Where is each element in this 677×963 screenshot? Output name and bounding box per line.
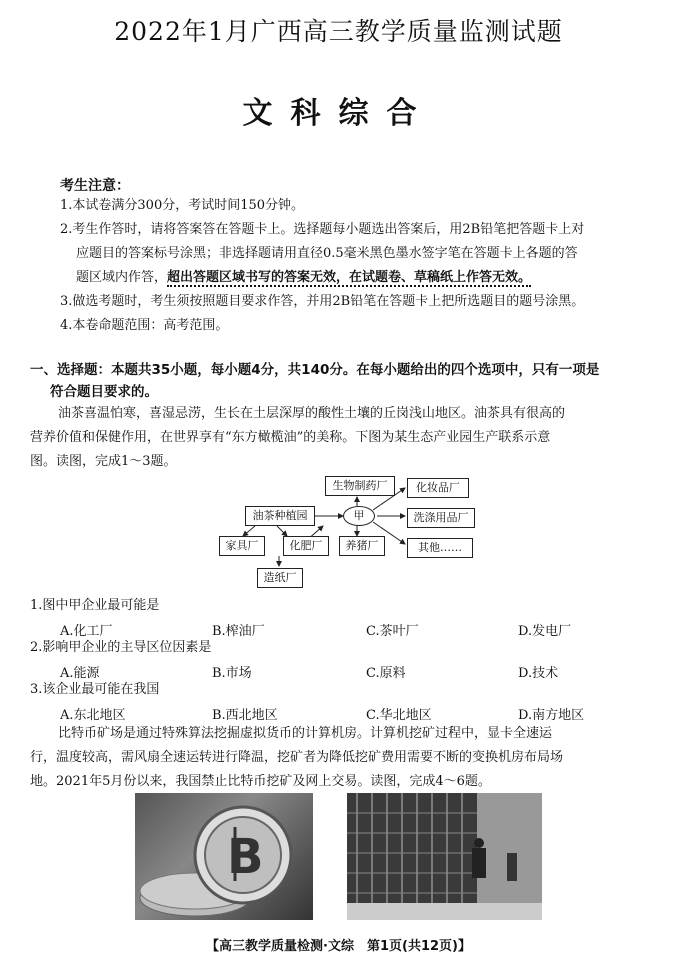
intro-line-3: 图。读图，完成1～3题。 — [30, 454, 177, 469]
notice-item-2-line-3 — [76, 266, 531, 290]
question-2-option-d: D.技术 — [518, 666, 559, 681]
passage-2-line-3: 地。2021年5月份以来，我国禁止比特币挖矿及网上交易。读图，完成4～6题。 — [30, 774, 491, 789]
passage-2-line-1: 比特币矿场是通过特殊算法挖掘虚拟货币的计算机房。计算机挖矿过程中，显卡全速运 — [58, 726, 553, 741]
question-3-option-a: A.东北地区 — [60, 708, 126, 723]
notice-item-3: 3.做选考题时，考生须按照题目要求作答，并用2B铅笔在答题卡上把所选题目的题号涂黑。 — [60, 294, 585, 309]
question-1-option-a: A.化工厂 — [60, 624, 113, 639]
box-other: 其他…… — [407, 538, 473, 558]
intro-line-2: 营养价值和保健作用，在世界享有“东方橄榄油”的美称。下图为某生态产业园生产联系示意 — [30, 430, 551, 445]
question-3-option-c: C.华北地区 — [366, 708, 432, 723]
mining-farm-photo — [347, 793, 542, 920]
notice-item-2-line-3-plain: 题区域内作答， — [76, 270, 168, 285]
section-heading-line-1: 一、选择题：本题共35小题，每小题4分，共140分。在每小题给出的四个选项中，只有一项是 — [30, 362, 600, 378]
notice-item-1: 1.本试卷满分300分，考试时间150分钟。 — [60, 198, 305, 213]
question-3-stem: 3.该企业最可能在我国 — [30, 682, 160, 697]
question-1-option-d: D.发电厂 — [518, 624, 572, 639]
notice-item-2-line-1: 2.考生作答时，请将答案答在答题卡上。选择题每小题选出答案后，用2B铅笔把答题卡上对 — [60, 222, 585, 237]
box-fertilizer: 化肥厂 — [283, 536, 329, 556]
passage-2-line-2: 行，温度较高，需风扇全速运转进行降温，挖矿者为降低挖矿费用需要不断的变换机房布局场 — [30, 750, 564, 765]
svg-text:B: B — [227, 829, 264, 885]
section-heading-line-2: 符合题目要求的。 — [50, 384, 158, 400]
question-3-option-d: D.南方地区 — [518, 708, 585, 723]
question-1-option-b: B.榨油厂 — [212, 624, 265, 639]
box-detergent: 洗涤用品厂 — [407, 508, 475, 528]
question-1-stem: 1.图中甲企业最可能是 — [30, 598, 160, 613]
notice-emphasis: 超出答题区域书写的答案无效，在试题卷、草稿纸上作答无效。 — [167, 270, 532, 285]
question-2-stem: 2.影响甲企业的主导区位因素是 — [30, 640, 212, 655]
box-cosmetics: 化妆品厂 — [407, 478, 469, 498]
box-pig-farm: 养猪厂 — [339, 536, 385, 556]
box-bio-pharma: 生物制药厂 — [325, 476, 395, 496]
notice-heading: 考生注意： — [60, 178, 130, 194]
question-2-option-a: A.能源 — [60, 666, 100, 681]
production-diagram — [215, 470, 480, 590]
notice-item-2-line-2: 应题目的答案标号涂黑；非选择题请用直径0.5毫米黑色墨水签字笔在答题卡上各题的答 — [76, 246, 578, 261]
notice-item-4: 4.本卷命题范围：高考范围。 — [60, 318, 229, 333]
box-furniture: 家具厂 — [219, 536, 265, 556]
question-1-option-c: C.茶叶厂 — [366, 624, 419, 639]
page-footer: 【高三教学质量检测·文综 第1页(共12页)】 — [206, 939, 471, 954]
box-oil-tea-plantation: 油茶种植园 — [245, 506, 315, 526]
box-paper-mill: 造纸厂 — [257, 568, 303, 588]
question-3-option-b: B.西北地区 — [212, 708, 278, 723]
exam-title: 2022年1月广西高三教学质量监测试题 — [114, 17, 563, 46]
bitcoin-coin-photo — [135, 793, 313, 920]
question-2-option-b: B.市场 — [212, 666, 252, 681]
intro-line-1: 油茶喜温怕寒，喜湿忌涝，生长在土层深厚的酸性土壤的丘岗浅山地区。油茶具有很高的 — [58, 406, 566, 421]
box-jia: 甲 — [343, 506, 375, 526]
question-2-option-c: C.原料 — [366, 666, 406, 681]
subject-title: 文科综合 — [242, 96, 435, 131]
